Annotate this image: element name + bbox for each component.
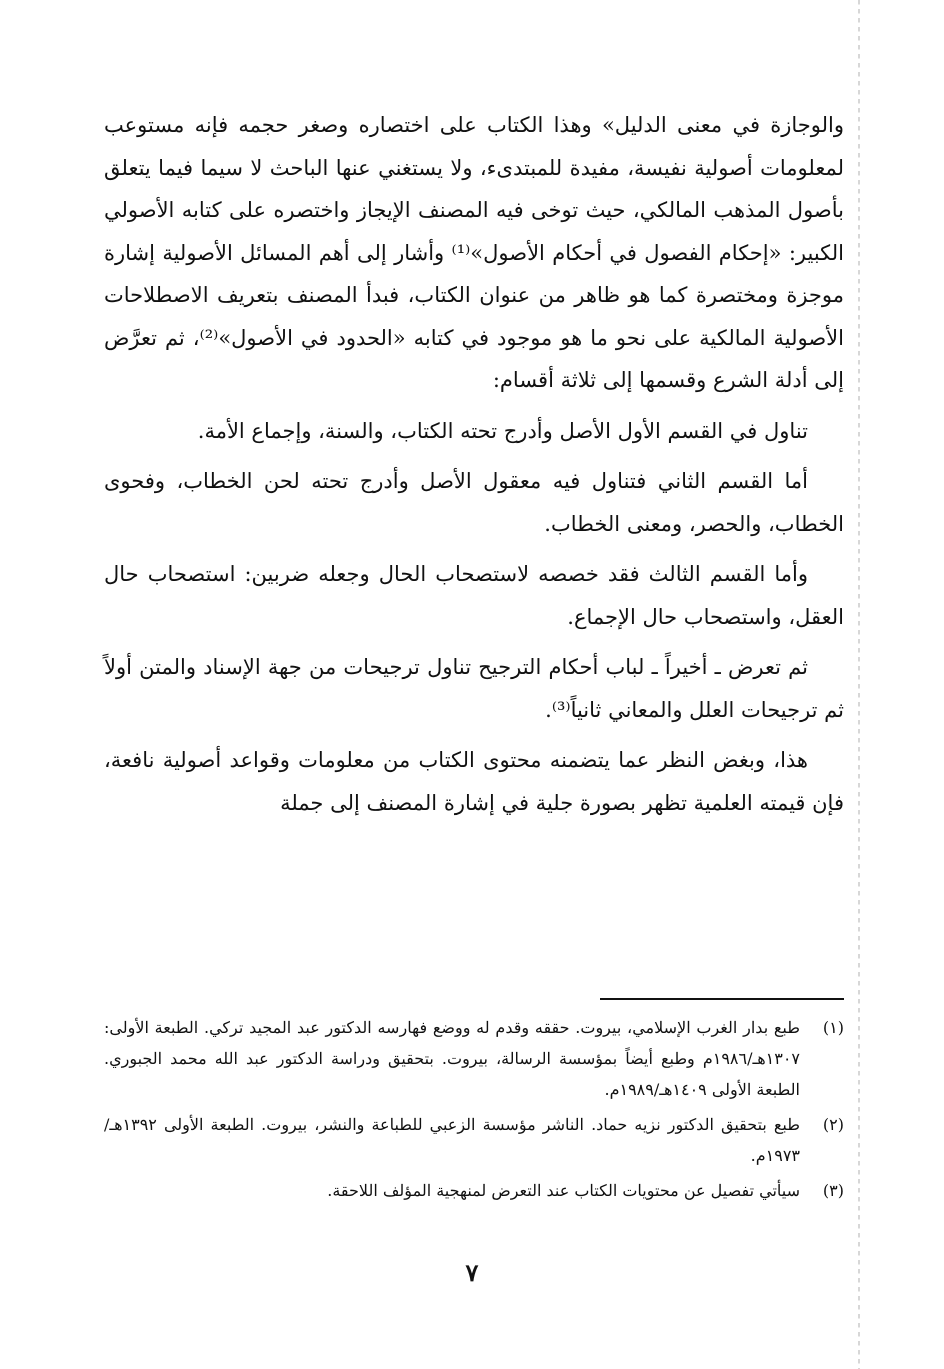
page-number: ٧ bbox=[465, 1258, 479, 1287]
paragraph-2: تناول في القسم الأول الأصل وأدرج تحته الكتاب، والسنة، وإجماع الأمة. bbox=[197, 418, 808, 443]
footnote-text: طبع بتحقيق الدكتور نزيه حماد. الناشر مؤسسة الزعبي للطباعة والنشر، بيروت. الطبعة الأولى ١٣٩٢هـ/١٩٧٣م. bbox=[104, 1115, 800, 1165]
paragraph-4: وأما القسم الثالث فقد خصصه لاستصحاب الحال وجعله ضربين: استصحاب حال العقل، واستصحاب حال الإجماع. bbox=[104, 562, 844, 629]
footnotes bbox=[104, 1012, 844, 1210]
footnote-number: (٣) bbox=[822, 1181, 844, 1200]
footnote-text: طبع بدار الغرب الإسلامي، بيروت. حققه وقدم له ووضع فهارسه الدكتور عبد المجيد تركي. الطبعة الأولى: ١٣٠٧هـ/١٩٨٦م وطبع أيضاً بمؤسسة الرسالة، بيروت. بتحقيق ودراسة الدكتور عبد الله محمد الجبوري. الطبعة الأولى ١٤٠٩هـ/١٩٨٩م. bbox=[104, 1018, 800, 1099]
main-text bbox=[104, 104, 844, 832]
footnote-number: (٢) bbox=[822, 1115, 844, 1134]
footnote-separator bbox=[600, 998, 844, 1000]
paragraph-5: ثم تعرض ـ أخيراً ـ لباب أحكام الترجيح تناول ترجيحات من جهة الإسناد والمتن أولاً ثم ترجيحات العلل والمعاني ثانياً⁽³⁾. bbox=[104, 655, 844, 722]
paragraph-3: أما القسم الثاني فتناول فيه معقول الأصل وأدرج تحته لحن الخطاب، وفحوى الخطاب، والحصر، ومعنى الخطاب. bbox=[104, 469, 844, 536]
footnote-text: سيأتي تفصيل عن محتويات الكتاب عند التعرض لمنهجية المؤلف اللاحقة. bbox=[327, 1181, 800, 1200]
footnote-1 bbox=[104, 1012, 844, 1105]
footnote-3 bbox=[104, 1175, 844, 1206]
paragraph-1: والوجازة في معنى الدليل» وهذا الكتاب على اختصاره وصغر حجمه فإنه مستوعب لمعلومات أصولية نفيسة، مفيدة للمبتدىء، ولا يستغني عنها الباحث لا سيما فيما يتعلق بأصول المذهب المالكي، حيث توخى فيه المصنف الإيجاز واختصره على كتابه الأصولي الكبير: «إحكام الفصول في أحكام الأصول»⁽¹⁾ وأشار إلى أهم المسائل الأصولية إشارة موجزة ومختصرة كما هو ظاهر من عنوان الكتاب، فبدأ المصنف بتعريف الاصطلاحات الأصولية المالكية على نحو ما هو موجود في كتابه «الحدود في الأصول»⁽²⁾، ثم تعرَّض إلى أدلة الشرع وقسمها إلى ثلاثة أقسام: bbox=[104, 113, 844, 392]
footnote-number: (١) bbox=[822, 1018, 844, 1037]
scan-edge-marks bbox=[858, 0, 860, 1369]
paragraph-6: هذا، وبغض النظر عما يتضمنه محتوى الكتاب من معلومات وقواعد أصولية نافعة، فإن قيمته العلمية تظهر بصورة جلية في إشارة المصنف إلى جملة bbox=[104, 748, 844, 815]
footnote-2 bbox=[104, 1109, 844, 1171]
